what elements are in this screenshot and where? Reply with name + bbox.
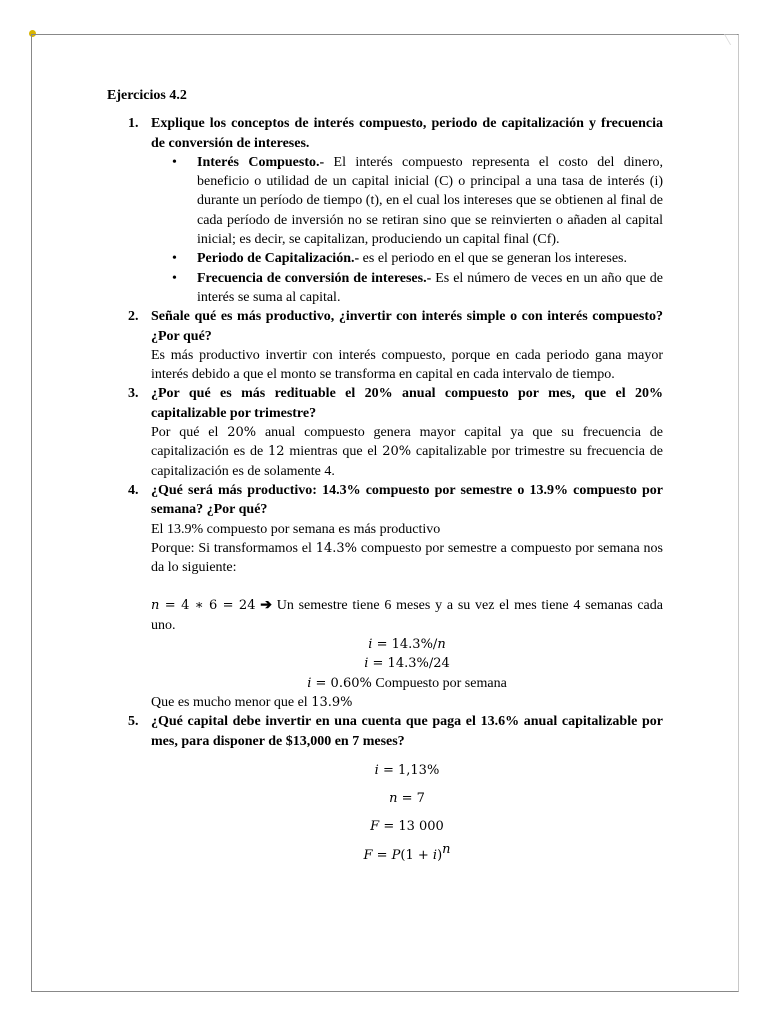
equation <box>107 841 663 865</box>
question-5 <box>107 712 663 751</box>
term-label: Interés Compuesto.- <box>197 154 325 170</box>
answer-text <box>107 423 663 481</box>
question-text: ¿Qué capital debe invertir en una cuenta que paga el 13.6% anual capitalizable por mes, para disponer de $13,000 en 7 meses? <box>151 714 663 749</box>
question-number: 4. <box>128 482 139 498</box>
document-body <box>107 86 663 874</box>
equation <box>107 654 663 673</box>
math-variable: n <box>389 791 398 807</box>
math-variable: F <box>370 819 380 835</box>
math-value: 20% <box>227 425 257 441</box>
question-number: 5. <box>128 714 139 730</box>
math-variable: i <box>307 675 312 691</box>
question-3 <box>107 384 663 423</box>
question-text: ¿Qué será más productivo: 14.3% compuesto por semestre o 13.9% compuesto por semana? ¿Por qué? <box>151 482 663 518</box>
math-expression: ) <box>437 847 443 863</box>
equation-line <box>107 596 663 635</box>
math-variable: i <box>432 847 438 863</box>
term-label: Periodo de Capitalización.- <box>197 251 360 267</box>
term-description: El interés compuesto representa el costo del dinero, beneficio o utilidad de un capital inicial (C) o principal a una tasa de interés (i) durante un período de tiempo (t), en el cual los intereses que se obtienen al final de cada período de inversión no se retiran sino que se reinvierten o añaden al capital inicial; es decir, se capitalizan, produciendo un capital final (Cf). <box>197 154 663 248</box>
question-text: Señale qué es más productivo, ¿invertir con interés simple o con interés compuesto? ¿Por qué? <box>151 309 663 344</box>
math-exponent: n <box>442 841 451 857</box>
equation <box>107 817 663 836</box>
answer-fragment: Por qué el <box>151 425 228 441</box>
math-expression: = 14.3%/24 <box>368 656 450 672</box>
equation-block <box>107 761 663 865</box>
answer-line: El 13.9% compuesto por semana es más productivo <box>151 521 441 537</box>
answer-fragment: anual compuesto genera mayor capital ya que su frecuencia de capitalización es de <box>151 425 663 460</box>
math-value: 13.9% <box>311 694 353 710</box>
answer-fragment: mientras que el <box>284 444 383 460</box>
math-expression: = <box>372 847 392 863</box>
equation <box>107 674 663 693</box>
answer-fragment: Que es mucho menor que el <box>151 694 312 710</box>
equation-note: Un semestre tiene 6 meses y a su vez el mes tiene 4 semanas cada uno. <box>151 598 663 633</box>
math-value: 20% <box>382 444 412 460</box>
equation <box>107 635 663 654</box>
math-variable: F <box>363 847 373 863</box>
answer-line <box>107 539 663 578</box>
math-variable: n <box>437 637 446 653</box>
math-expression: = 1,13% <box>378 762 440 778</box>
answer-line <box>107 693 663 712</box>
math-expression: = 0.60% <box>311 675 372 691</box>
answer-fragment: compuesto por semestre a compuesto por semana nos da lo siguiente: <box>151 540 663 576</box>
question-1 <box>107 114 663 153</box>
math-variable: n <box>151 598 160 614</box>
answer-fragment: capitalizable por trimestre su frecuencia de capitalización es de solamente 4. <box>151 444 663 479</box>
answer-text: Es más productivo invertir con interés compuesto, porque en cada periodo gana mayor interés debido a que el monto se transforma en capital en cada intervalo de tiempo. <box>151 347 663 383</box>
equation-block <box>107 635 663 693</box>
concept-list <box>107 153 663 307</box>
question-number: 1. <box>128 116 139 132</box>
question-4 <box>107 481 663 520</box>
bullet-icon: • <box>172 154 177 170</box>
math-value: 14.3% <box>315 540 357 556</box>
math-expression: = 4 ∗ 6 = 24 <box>159 598 256 614</box>
math-variable: i <box>364 656 369 672</box>
term-description: Es el número de veces en un año que de interés se suma al capital. <box>197 270 663 305</box>
math-expression: = 7 <box>397 791 425 807</box>
math-expression: (1 + <box>400 847 433 863</box>
equation <box>107 761 663 780</box>
arrow-icon: ➔ <box>260 598 272 614</box>
question-number: 3. <box>128 386 139 402</box>
math-value: 12 <box>267 444 285 460</box>
equation <box>107 789 663 808</box>
question-text: Explique los conceptos de interés compuesto, periodo de capitalización y frecuencia de conversión de intereses. <box>151 116 663 151</box>
bullet-icon: • <box>172 270 177 286</box>
term-description: es el periodo en el que se generan los intereses. <box>359 251 628 267</box>
list-item <box>172 269 663 308</box>
equation-note: Compuesto por semana <box>371 675 507 691</box>
question-text: ¿Por qué es más redituable el 20% anual compuesto por mes, que el 20% capitalizable por trimestre? <box>151 386 663 421</box>
bullet-icon: • <box>172 251 177 267</box>
answer-fragment: Porque: Si transformamos el <box>151 540 316 556</box>
question-number: 2. <box>128 309 139 325</box>
page-title: Ejercicios 4.2 <box>107 88 187 103</box>
math-variable: i <box>374 762 379 778</box>
math-variable: i <box>368 637 373 653</box>
spacer <box>107 577 663 596</box>
question-2 <box>107 307 663 346</box>
term-label: Frecuencia de conversión de intereses.- <box>197 270 432 286</box>
list-item <box>172 249 663 268</box>
math-expression: = 14.3%/ <box>372 637 438 653</box>
math-expression: = 13 000 <box>379 819 444 835</box>
list-item <box>172 153 663 249</box>
math-variable: P <box>391 847 401 863</box>
